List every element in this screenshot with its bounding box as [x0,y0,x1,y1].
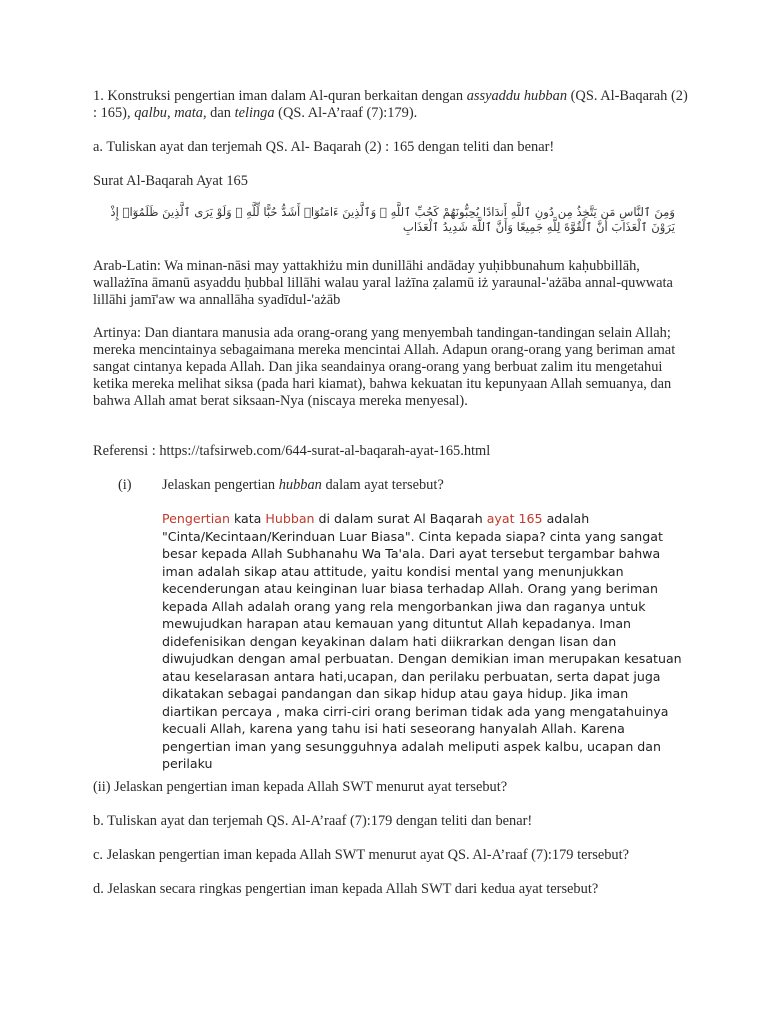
separator: , dan [202,105,231,121]
term-telinga: telinga [234,105,275,121]
question-d: d. Jelaskan secara ringkas pengertian iman kepada Allah SWT dari kedua ayat tersebut? [93,881,599,897]
term-mata: mata [174,105,203,121]
question-c: c. Jelaskan pengertian iman kepada Allah SWT menurut ayat QS. Al-A’raaf (7):179 tersebut? [93,847,630,863]
question-1-reference-2: (QS. Al-A’raaf (7):179). [278,105,418,121]
question-a: a. Tuliskan ayat dan terjemah QS. Al- Baqarah (2) : 165 dengan teliti dan benar! [93,139,555,155]
sub-question-i-text: Jelaskan pengertian [162,477,276,493]
separator: , [166,105,171,121]
highlight-pengertian: Pengertian [162,511,230,526]
term-hubban: hubban [278,477,322,493]
sub-question-marker: (i) [118,477,132,493]
answer-paragraph [162,510,682,773]
question-1-reference: (QS. Al-Baqarah (2) : 165), [93,88,688,121]
answer-text: di dalam surat Al Baqarah [314,511,487,526]
answer-text: adalah "Cinta/Kecintaan/Kerinduan Luar Biasa". Cinta kepada siapa? cinta yang sangat besar kepada Allah Subhanahu Wa Ta'ala. Dari ayat tersebut tergambar bahwa iman adalah sikap atau attitude, yaitu kondisi mental yang menunjukkan kecenderungan atau keinginan luar biasa terhadap Allah. Orang yang beriman kepada Allah adalah orang yang rela mengorbankan jiwa dan raganya untuk mewujudkan harapan atau kemauan yang dituntut Allah kepadanya. Iman didefenisikan dengan keyakinan dalam hati diikrarkan dengan lisan dan diwujudkan dengan amal perbuatan. Dengan demikian iman merupakan kesatuan atau keselarasan antara hati,ucapan, dan perilaku perbuatan, serta dapat juga dikatakan sebagai pandangan dan sikap hidup atau gaya hidup. Jika iman diartikan percaya , maka cirri-ciri orang beriman tidak ada yang mengatahuinya kecuali Allah, karena yang tahu isi hati seseorang hanyalah Allah. Karena pengertian iman yang sesungguhnya adalah meliputi aspek kalbu, ucapan dan perilaku [162,511,682,771]
sub-question-ii: (ii) Jelaskan pengertian iman kepada Allah SWT menurut ayat tersebut? [93,779,508,795]
surah-title: Surat Al-Baqarah Ayat 165 [93,173,248,189]
arabic-verse: وَمِنَ ٱلنَّاسِ مَن يَتَّخِذُ مِن دُونِ ٱللَّهِ أَندَادًا يُحِبُّونَهُمْ كَحُبِّ ٱللَّهِ ۖ وَٱلَّذِينَ ءَامَنُوٓا۟ أَشَدُّ حُبًّا لِّلَّهِ ۗ وَلَوْ يَرَى ٱلَّذِينَ ظَلَمُوٓا۟ إِذْ يَرَوْنَ ٱلْعَذَابَ أَنَّ ٱلْقُوَّةَ لِلَّهِ جَمِيعًا وَأَنَّ ٱللَّهَ شَدِيدُ ٱلْعَذَابِ [110,205,675,234]
arab-latin-transliteration: Arab-Latin: Wa minan-nāsi may yattakhiżu min dunillāhi andāday yuḥibbunahum kaḥubbillāh, wallażīna āmanū asyaddu ḥubbal lillāhi walau yaral lażīna ẓalamū iż yaraunal-'ażāba annal-quwwata lillāhi jamī'aw wa annallāha syadīdul-'ażāb [93,258,673,308]
term-assyaddu-hubban: assyaddu hubban [466,88,568,104]
question-1-text: Konstruksi pengertian iman dalam Al-quran berkaitan dengan [107,88,464,104]
sub-question-i-text-end: dalam ayat tersebut? [325,477,444,493]
sub-question-i [162,477,682,494]
highlight-hubban: Hubban [265,511,315,526]
highlight-ayat-165: ayat 165 [486,511,543,526]
answer-text: kata [229,511,266,526]
question-number: 1. [93,88,104,104]
reference-link: Referensi : https://tafsirweb.com/644-surat-al-baqarah-ayat-165.html [93,443,491,459]
translation-artinya: Artinya: Dan diantara manusia ada orang-orang yang menyembah tandingan-tandingan selain Allah; mereka mencintainya sebagaimana mereka mencintai Allah. Adapun orang-orang yang beriman amat sangat cintanya kepada Allah. Dan jika seandainya orang-orang yang berbuat zalim itu mengetahui ketika mereka melihat siksa (pada hari kiamat), bahwa kekuatan itu kepunyaan Allah semuanya, dan bahwa Allah amat berat siksaan-Nya (niscaya mereka menyesal). [93,325,676,409]
term-qalbu: qalbu [134,105,167,121]
question-b: b. Tuliskan ayat dan terjemah QS. Al-A’raaf (7):179 dengan teliti dan benar! [93,813,533,829]
question-1 [93,88,693,122]
